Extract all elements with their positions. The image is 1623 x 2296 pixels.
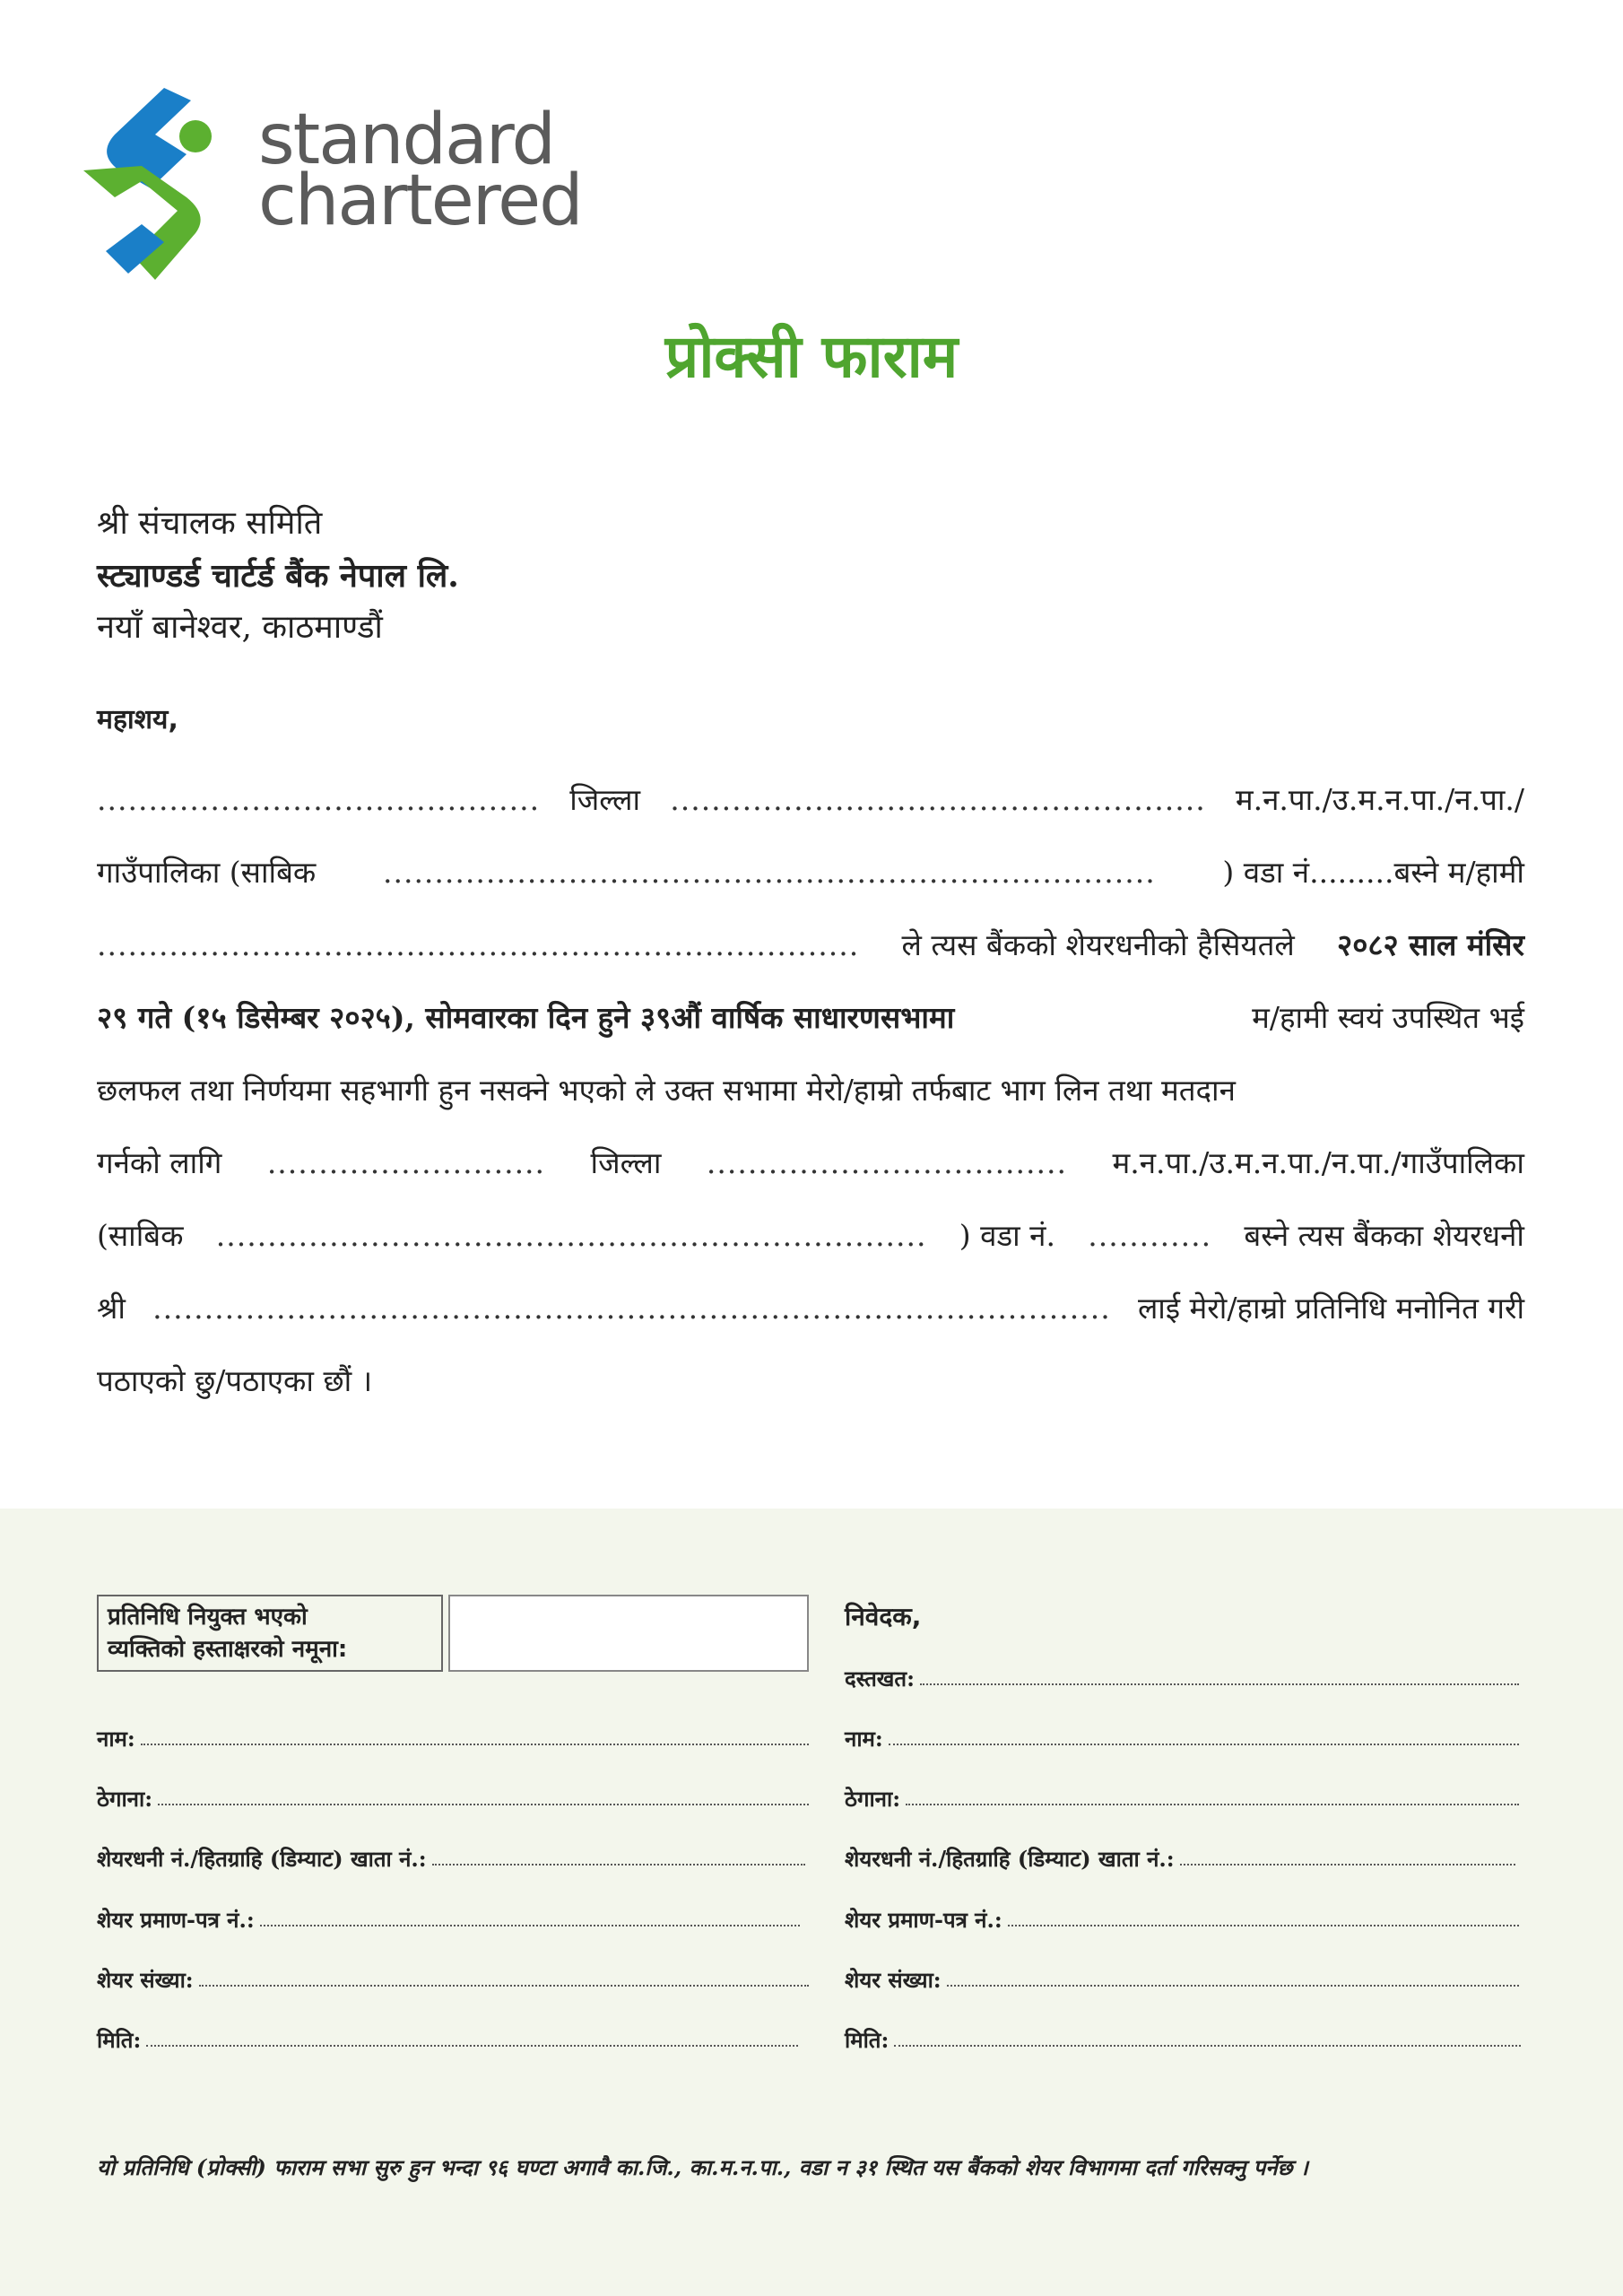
submission-note: यो प्रतिनिधि (प्रोक्सी) फाराम सभा सुरु हुन भन्दा ९६ घण्टा अगावै का.जि., का.म.न.पा., वडा न ३१ स्थित यस बैंकको शेयर विभागमा दर्ता गरिसक्नु पर्नेछ । xyxy=(97,2154,1308,2180)
addressee-line2: स्ट्याण्डर्ड चार्टर्ड बैंक नेपाल लि. xyxy=(97,557,459,595)
former-fill[interactable]: ........................................................................... xyxy=(382,855,1156,890)
former-label: गाउँपालिका (साबिक xyxy=(97,855,317,890)
municipality-units: म.न.पा./उ.म.न.पा./न.पा./ xyxy=(1235,782,1524,817)
field-label: मिति: xyxy=(845,2027,890,2053)
field-label: शेयरधनी नं./हितग्राहि (डिम्याट) खाता नं.: xyxy=(845,1846,1175,1872)
ward-label: ) वडा नं. xyxy=(959,1218,1055,1253)
proxy-signature-label xyxy=(97,1595,443,1672)
body-line-4 xyxy=(97,996,1524,1069)
field-label: शेयर प्रमाण-पत्र नं.: xyxy=(845,1907,1002,1933)
applicant-share-count-field[interactable] xyxy=(845,1965,1519,1995)
field-label: शेयर संख्या: xyxy=(97,1967,194,1993)
proxy-share-count-field[interactable] xyxy=(97,1965,809,1995)
field-label: मिति: xyxy=(97,2027,142,2053)
sc-logo-icon xyxy=(79,81,213,287)
field-dots[interactable] xyxy=(1008,1905,1519,1926)
field-dots[interactable] xyxy=(920,1664,1519,1685)
field-dots[interactable] xyxy=(260,1905,800,1926)
body-line-2 xyxy=(97,851,1524,924)
proxy-date-field[interactable] xyxy=(97,2025,798,2055)
field-dots[interactable] xyxy=(146,2025,798,2047)
proxy-district-fill[interactable]: ........................... xyxy=(266,1145,546,1180)
brand-name-line1: standard xyxy=(258,100,554,180)
field-label: शेयरधनी नं./हितग्राहि (डिम्याट) खाता नं.: xyxy=(97,1846,427,1872)
field-dots[interactable] xyxy=(947,1965,1519,1987)
body-text: बस्ने त्यस बैंकका शेयरधनी xyxy=(1244,1218,1524,1253)
applicant-address-field[interactable] xyxy=(845,1784,1519,1813)
field-dots[interactable] xyxy=(894,2025,1521,2047)
applicant-certificate-field[interactable] xyxy=(845,1905,1519,1935)
body-line-7 xyxy=(97,1214,1524,1287)
proxy-signature-box[interactable] xyxy=(448,1595,809,1672)
proxy-name-fill[interactable]: ............................................................................................. xyxy=(152,1291,1111,1326)
proxy-former-fill[interactable]: ..................................................................... xyxy=(215,1218,927,1253)
ward-text: ) वडा नं.........बस्ने म/हामी xyxy=(1222,855,1524,890)
addressee-line3: नयाँ बानेश्वर, काठमाण्डौं xyxy=(97,609,383,646)
field-dots[interactable] xyxy=(432,1844,805,1866)
proxy-address-field[interactable] xyxy=(97,1784,809,1813)
meeting-detail: २९ गते (१५ डिसेम्बर २०२५), सोमवारका दिन हुने ३९औं वार्षिक साधारणसभामा xyxy=(97,1000,955,1035)
applicant-heading: निवेदक, xyxy=(845,1602,922,1631)
meeting-date: २०८२ साल मंसिर xyxy=(1337,927,1524,962)
municipality-fill[interactable]: .................................................... xyxy=(670,782,1206,817)
addressee-line1: श्री संचालक समिति xyxy=(97,505,323,542)
field-label: शेयर प्रमाण-पत्र नं.: xyxy=(97,1907,255,1933)
body-text: म/हामी स्वयं उपस्थित भई xyxy=(1252,1000,1524,1035)
brand-name-line2: chartered xyxy=(258,161,582,241)
proxy-certificate-field[interactable] xyxy=(97,1905,800,1935)
body-line-3 xyxy=(97,924,1524,996)
body-text: छलफल तथा निर्णयमा सहभागी हुन नसक्ने भएको ले उक्त सभामा मेरो/हाम्रो तर्फबाट भाग लिन तथा मतदान xyxy=(97,1073,1236,1108)
proxy-name-field[interactable] xyxy=(97,1724,809,1753)
form-title: प्रोक्सी फाराम xyxy=(664,322,959,391)
brand-logo xyxy=(79,81,617,296)
body-text: गर्नको लागि xyxy=(97,1145,222,1180)
field-dots[interactable] xyxy=(141,1724,809,1745)
district-fill[interactable]: ........................................... xyxy=(97,782,541,817)
applicant-signature-field[interactable] xyxy=(845,1664,1519,1693)
signature-label-line1: प्रतिनिधि नियुक्त भएको xyxy=(108,1604,308,1631)
body-line-8 xyxy=(97,1287,1524,1360)
salutation: महाशय, xyxy=(97,704,178,735)
field-dots[interactable] xyxy=(199,1965,809,1987)
body-text: ले त्यस बैंकको शेयरधनीको हैसियतले xyxy=(901,927,1295,962)
field-label: शेयर संख्या: xyxy=(845,1967,942,1993)
field-label: ठेगाना: xyxy=(97,1786,153,1812)
proxy-municipality-fill[interactable]: ................................... xyxy=(706,1145,1068,1180)
applicant-name-field[interactable] xyxy=(845,1724,1519,1753)
applicant-account-field[interactable] xyxy=(845,1844,1515,1874)
body-line-6 xyxy=(97,1142,1524,1214)
shareholder-name-fill[interactable]: .......................................................................... xyxy=(97,927,860,962)
field-dots[interactable] xyxy=(1180,1844,1515,1866)
district-label: जिल्ला xyxy=(590,1145,662,1180)
proxy-ward-fill[interactable]: ............ xyxy=(1088,1218,1212,1253)
field-label: नाम: xyxy=(845,1726,883,1752)
addressee-block xyxy=(97,498,459,654)
field-label: ठेगाना: xyxy=(845,1786,901,1812)
body-line-5 xyxy=(97,1069,1524,1142)
field-label: नाम: xyxy=(97,1726,135,1752)
body-text: श्री xyxy=(97,1291,126,1326)
field-dots[interactable] xyxy=(158,1784,809,1805)
body-line-9 xyxy=(97,1360,1524,1432)
district-label: जिल्ला xyxy=(569,782,641,817)
signature-label-line2: व्यक्तिको हस्ताक्षरको नमूना: xyxy=(108,1636,348,1663)
proxy-account-field[interactable] xyxy=(97,1844,805,1874)
field-dots[interactable] xyxy=(889,1724,1519,1745)
body-text: पठाएको छु/पठाएका छौं । xyxy=(97,1363,373,1398)
municipality-units: म.न.पा./उ.म.न.पा./न.पा./गाउँपालिका xyxy=(1112,1145,1524,1180)
applicant-date-field[interactable] xyxy=(845,2025,1521,2055)
field-dots[interactable] xyxy=(906,1784,1519,1805)
body-text: लाई मेरो/हाम्रो प्रतिनिधि मनोनित गरी xyxy=(1137,1291,1524,1326)
field-label: दस्तखत: xyxy=(845,1665,915,1692)
former-label: (साबिक xyxy=(97,1218,184,1253)
body-line-1 xyxy=(97,778,1524,851)
proxy-body xyxy=(97,778,1524,1432)
